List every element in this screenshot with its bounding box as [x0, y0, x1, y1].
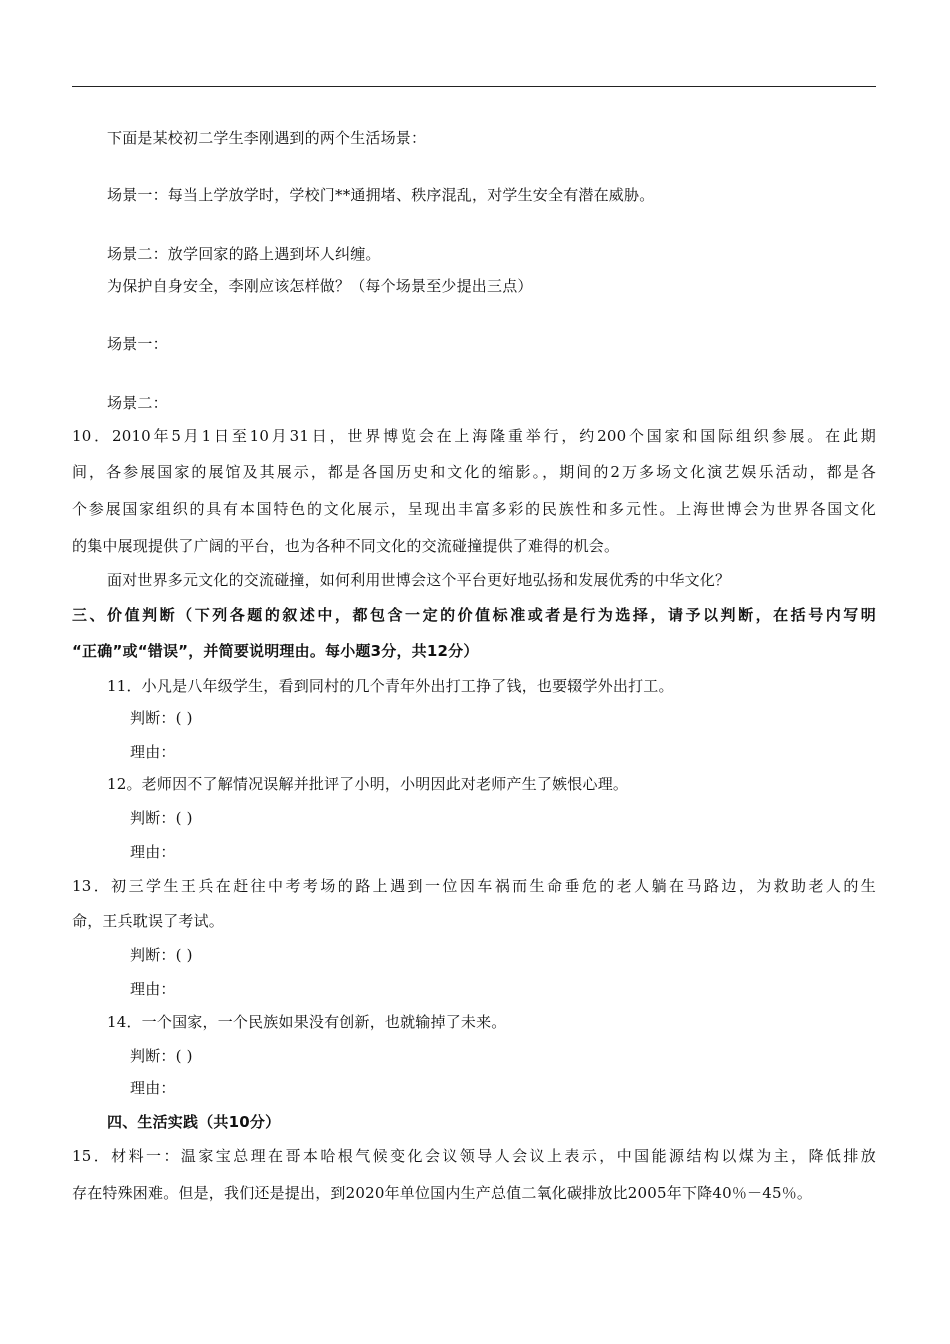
q14-text: 14．一个国家，一个民族如果没有创新，也就输掉了未来。: [107, 1013, 507, 1031]
q11-text: 11．小凡是八年级学生，看到同村的几个青年外出打工挣了钱，也要辍学外出打工。: [107, 677, 674, 695]
header-rule: [72, 86, 876, 87]
q11-reason: 理由：: [130, 743, 176, 761]
section-3-heading: 三、价值判断（下列各题的叙述中，都包含一定的价值标准或者是行为选择，请予以判断，在括号内写明: [72, 606, 876, 624]
q14-judge: 判断：( ): [130, 1047, 193, 1065]
q12-judge: 判断：( ): [130, 809, 193, 827]
intro-text: 下面是某校初二学生李刚遇到的两个生活场景：: [107, 129, 427, 147]
answer-scene-two-label: 场景二：: [107, 394, 168, 412]
q10-line-1: 10．2010年5月1日至10月31日，世界博览会在上海隆重举行，约200个国家和国际组织参展。在此期: [72, 427, 876, 445]
q15-line-1: 15．材料一：温家宝总理在哥本哈根气候变化会议领导人会议上表示，中国能源结构以煤为主，降低排放: [72, 1147, 876, 1165]
q10-line-2: 间，各参展国家的展馆及其展示，都是各国历史和文化的缩影。，期间的2万多场文化演艺娱乐活动，都是各: [72, 463, 876, 481]
answer-scene-one-label: 场景一：: [107, 335, 168, 353]
scene-one-text: 场景一：每当上学放学时，学校门**通拥堵、秩序混乱，对学生安全有潜在威胁。: [107, 186, 655, 204]
q11-judge: 判断：( ): [130, 709, 193, 727]
q13-reason: 理由：: [130, 980, 176, 998]
q13-line-1: 13．初三学生王兵在赶往中考考场的路上遇到一位因车祸而生命垂危的老人躺在马路边，为救助老人的生: [72, 877, 876, 895]
q12-reason: 理由：: [130, 843, 176, 861]
q15-line-2: 存在特殊困难。但是，我们还是提出，到2020年单位国内生产总值二氧化碳排放比2005年下降40％－45％。: [72, 1184, 813, 1202]
section-4-heading: 四、生活实践（共10分）: [107, 1113, 281, 1131]
section-3-heading-cont: “正确”或“错误”，并简要说明理由。每小题3分，共12分）: [72, 642, 479, 660]
q10-question: 面对世界多元文化的交流碰撞，如何利用世博会这个平台更好地弘扬和发展优秀的中华文化？: [107, 571, 731, 589]
q14-reason: 理由：: [130, 1079, 176, 1097]
q13-judge: 判断：( ): [130, 946, 193, 964]
q10-line-3: 个参展国家组织的具有本国特色的文化展示，呈现出丰富多彩的民族性和多元性。上海世博会为世界各国文化: [72, 500, 876, 518]
q12-text: 12。老师因不了解情况误解并批评了小明，小明因此对老师产生了嫉恨心理。: [107, 775, 629, 793]
scene-two-text: 场景二：放学回家的路上遇到坏人纠缠。: [107, 245, 381, 263]
question-9-prompt: 为保护自身安全，李刚应该怎样做？（每个场景至少提出三点）: [107, 277, 533, 295]
q10-line-4: 的集中展现提供了广阔的平台，也为各种不同文化的交流碰撞提供了难得的机会。: [72, 537, 620, 555]
q13-line-2: 命，王兵耽误了考试。: [72, 912, 225, 930]
